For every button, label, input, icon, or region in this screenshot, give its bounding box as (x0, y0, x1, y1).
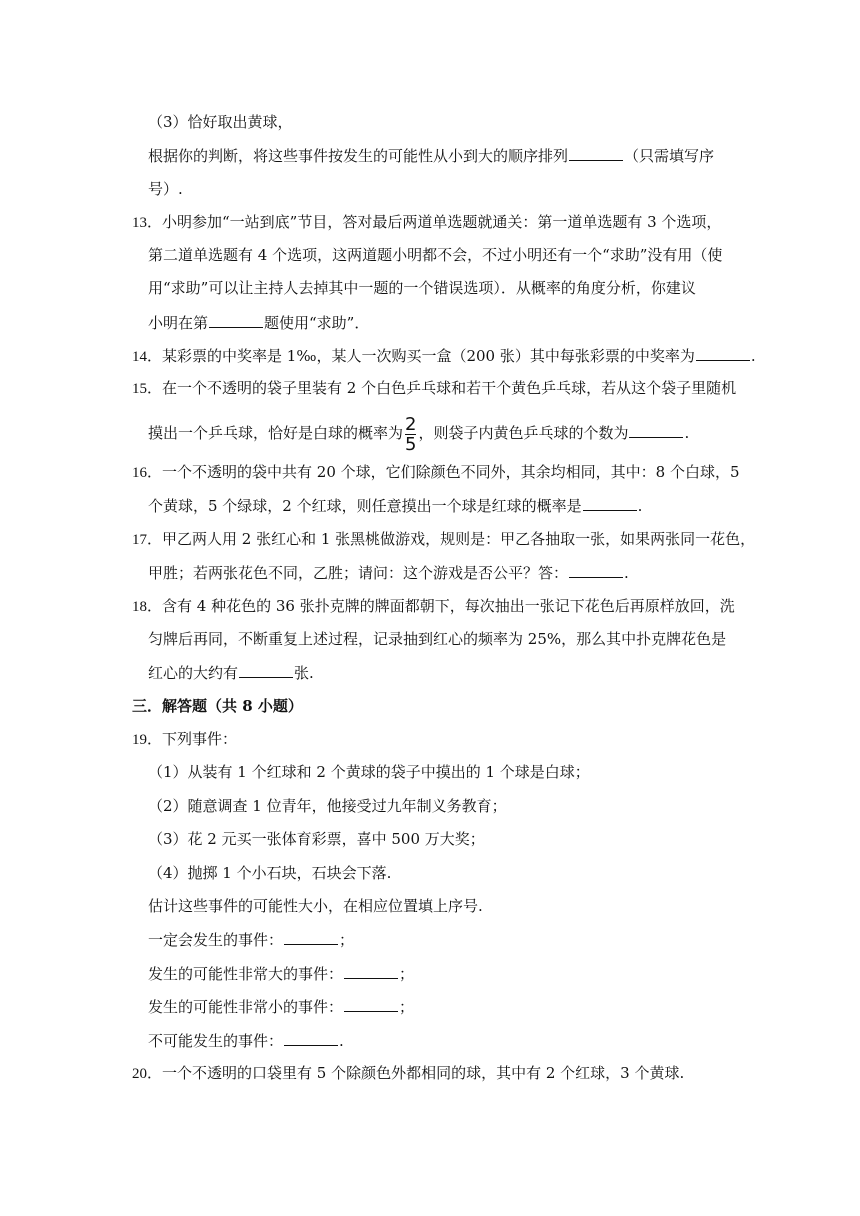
q19-item: （4）抛掷 1 个小石块，石块会下落. (148, 864, 392, 882)
q14-line-1: 14．某彩票的中奖率是 1‰，某人一次购买一盒（200 张）其中每张彩票的中奖率为 . (132, 344, 756, 368)
q15-line-2: 摸出一个乒乓球，恰好是白球的概率为 $\frac{2}{5}$ ，则袋子内黄色乒乓球的个数为 . (148, 413, 690, 455)
fraction: $\frac{2}{5}$ (405, 413, 417, 455)
q12-question-end: 号）. (148, 180, 183, 198)
q13-line-2: 第二道单选题有 4 个选项，这两道题小明都不会，不过小明还有一个“求助”没有用（使 (148, 246, 723, 264)
q16-line-1: 16．一个不透明的袋中共有 20 个球，它们除颜色不同外，其余均相同，其中：8 个白球，5 (132, 463, 740, 481)
q18-line-1: 18．含有 4 种花色的 36 张扑克牌的牌面都朝下，每次抽出一张记下花色后再原样放回，洗 (132, 597, 735, 615)
question-number: 20． (132, 1066, 163, 1082)
q13-line-4: 小明在第 题使用“求助”． (148, 311, 369, 334)
question-number: 19． (132, 732, 163, 748)
question-number: 15． (132, 381, 163, 397)
question-number: 16． (132, 465, 163, 481)
q19-item: （2）随意调查 1 位青年，他接受过九年制义务教育； (148, 797, 507, 815)
q19-fill-4: 不可能发生的事件： . (148, 1029, 344, 1052)
q19-fill-3: 发生的可能性非常小的事件： ； (148, 995, 414, 1018)
question-number: 13． (132, 215, 163, 231)
q18-line-3: 红心的大约有 张. (148, 661, 314, 684)
answer-blank[interactable] (569, 561, 623, 578)
section-heading: 三．解答题（共 8 小题） (132, 697, 303, 715)
q19-instruction: 估计这些事件的可能性大小，在相应位置填上序号. (148, 897, 483, 915)
q19-item: （1）从装有 1 个红球和 2 个黄球的袋子中摸出的 1 个球是白球； (148, 763, 590, 781)
q13-line-1: 13．小明参加“一站到底”节目，答对最后两道单选题就通关：第一道单选题有 3 个选项， (132, 213, 722, 231)
answer-blank[interactable] (569, 144, 623, 161)
q15-line-1: 15．在一个不透明的袋子里装有 2 个白色乒乓球和若干个黄色乒乓球，若从这个袋子里随机 (132, 379, 737, 397)
q13-line-3: 用“求助”可以让主持人去掉其中一题的一个错误选项）．从概率的角度分析，你建议 (148, 279, 696, 297)
answer-blank[interactable] (344, 995, 398, 1012)
answer-blank[interactable] (209, 311, 263, 328)
q17-line-1: 17．甲乙两人用 2 张红心和 1 张黑桃做游戏，规则是：甲乙各抽取一张，如果两张同一花色， (132, 530, 756, 548)
answer-blank[interactable] (629, 421, 683, 438)
question-number: 17． (132, 532, 163, 548)
q19-fill-1: 一定会发生的事件： ； (148, 928, 354, 951)
answer-blank[interactable] (583, 494, 637, 511)
answer-blank[interactable] (696, 344, 750, 361)
q17-line-2: 甲胜；若两张花色不同，乙胜；请问：这个游戏是否公平？答： . (148, 561, 629, 584)
answer-blank[interactable] (284, 928, 338, 945)
q19-item: （3）花 2 元买一张体育彩票，喜中 500 万大奖； (148, 830, 485, 848)
answer-blank[interactable] (344, 962, 398, 979)
q19-fill-2: 发生的可能性非常大的事件： ； (148, 962, 414, 985)
answer-blank[interactable] (239, 661, 293, 678)
answer-blank[interactable] (284, 1029, 338, 1046)
q20-line-1: 20．一个不透明的口袋里有 5 个除颜色外都相同的球，其中有 2 个红球，3 个黄球. (132, 1064, 685, 1082)
question-number: 18． (132, 599, 163, 615)
q12-question: 根据你的判断，将这些事件按发生的可能性从小到大的顺序排列 （只需填写序 (148, 144, 714, 167)
q19-intro: 19．下列事件： (132, 730, 238, 748)
q12-item-3: （3）恰好取出黄球， (148, 113, 293, 131)
q16-line-2: 个黄球，5 个绿球，2 个红球，则任意摸出一个球是红球的概率是 . (148, 494, 642, 517)
question-number: 14． (132, 349, 163, 365)
q18-line-2: 匀牌后再同，不断重复上述过程，记录抽到红心的频率为 25%，那么其中扑克牌花色是 (148, 630, 727, 648)
